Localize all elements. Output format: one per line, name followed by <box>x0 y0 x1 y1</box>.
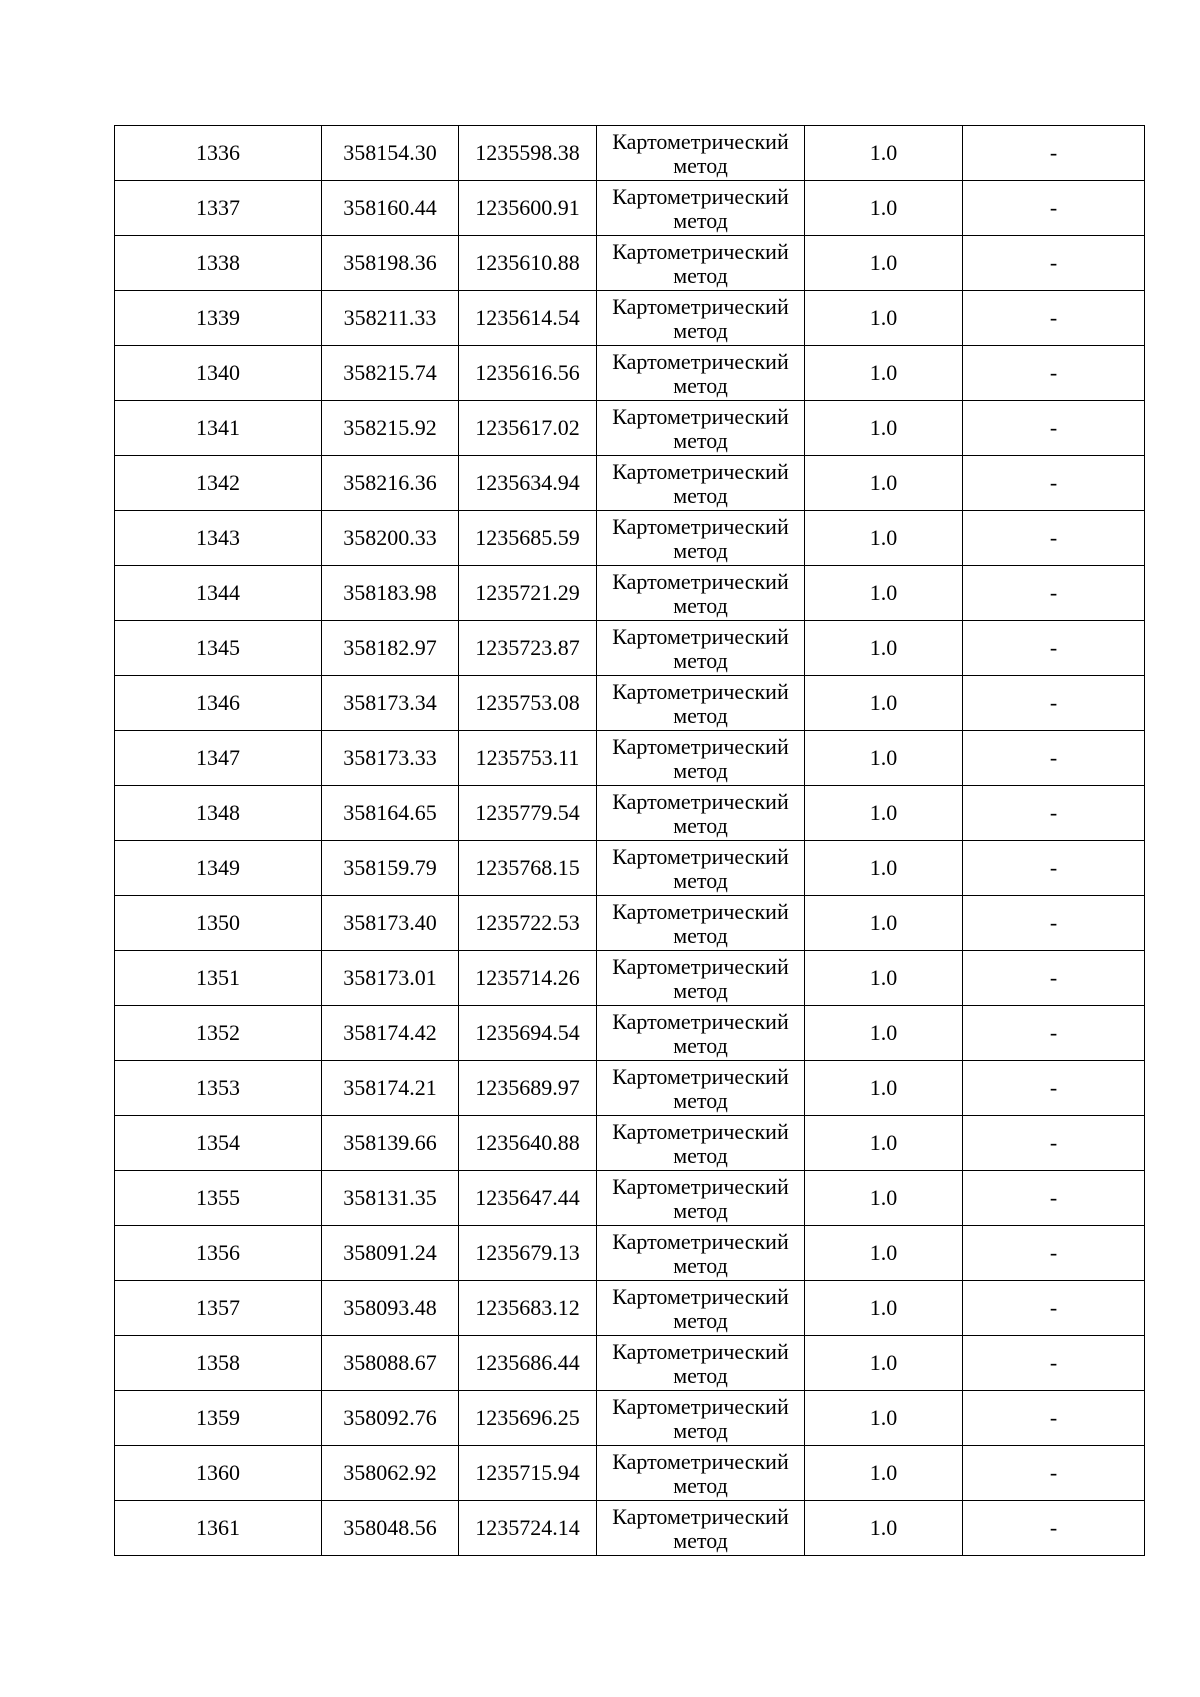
method-line-1: Картометрический <box>612 1173 789 1199</box>
x-coordinate-cell: 358200.33 <box>322 511 459 566</box>
method-line-2: метод <box>673 207 728 233</box>
accuracy-cell: 1.0 <box>805 1116 963 1171</box>
x-coordinate-cell: 358139.66 <box>322 1116 459 1171</box>
method-cell <box>597 1171 805 1226</box>
accuracy-cell: 1.0 <box>805 181 963 236</box>
method-line-1: Картометрический <box>612 1008 789 1034</box>
x-coordinate-cell: 358093.48 <box>322 1281 459 1336</box>
method-line-2: метод <box>673 427 728 453</box>
accuracy-cell: 1.0 <box>805 1446 963 1501</box>
method-cell <box>597 1281 805 1336</box>
accuracy-cell: 1.0 <box>805 566 963 621</box>
method-cell <box>597 731 805 786</box>
method-line-2: метод <box>673 317 728 343</box>
x-coordinate-cell: 358216.36 <box>322 456 459 511</box>
description-cell: - <box>963 1501 1145 1556</box>
point-number-cell: 1342 <box>115 456 322 511</box>
point-number-cell: 1360 <box>115 1446 322 1501</box>
method-line-1: Картометрический <box>612 953 789 979</box>
method-line-1: Картометрический <box>612 678 789 704</box>
table-row <box>115 676 1145 731</box>
table-row <box>115 1391 1145 1446</box>
point-number-cell: 1347 <box>115 731 322 786</box>
method-cell <box>597 456 805 511</box>
x-coordinate-cell: 358131.35 <box>322 1171 459 1226</box>
description-cell: - <box>963 1446 1145 1501</box>
method-line-1: Картометрический <box>612 1338 789 1364</box>
accuracy-cell: 1.0 <box>805 291 963 346</box>
x-coordinate-cell: 358062.92 <box>322 1446 459 1501</box>
method-line-1: Картометрический <box>612 788 789 814</box>
table-row <box>115 236 1145 291</box>
method-cell <box>597 786 805 841</box>
method-line-1: Картометрический <box>612 733 789 759</box>
point-number-cell: 1340 <box>115 346 322 401</box>
table-row <box>115 291 1145 346</box>
y-coordinate-cell: 1235694.54 <box>459 1006 597 1061</box>
method-cell <box>597 346 805 401</box>
method-cell <box>597 1116 805 1171</box>
x-coordinate-cell: 358183.98 <box>322 566 459 621</box>
method-line-2: метод <box>673 1417 728 1443</box>
x-coordinate-cell: 358215.92 <box>322 401 459 456</box>
method-cell <box>597 401 805 456</box>
description-cell: - <box>963 731 1145 786</box>
method-line-1: Картометрический <box>612 183 789 209</box>
table-row <box>115 621 1145 676</box>
description-cell: - <box>963 841 1145 896</box>
description-cell: - <box>963 346 1145 401</box>
table-row <box>115 951 1145 1006</box>
point-number-cell: 1358 <box>115 1336 322 1391</box>
x-coordinate-cell: 358154.30 <box>322 126 459 181</box>
method-cell <box>597 511 805 566</box>
accuracy-cell: 1.0 <box>805 621 963 676</box>
description-cell: - <box>963 1281 1145 1336</box>
y-coordinate-cell: 1235696.25 <box>459 1391 597 1446</box>
y-coordinate-cell: 1235617.02 <box>459 401 597 456</box>
description-cell: - <box>963 511 1145 566</box>
description-cell: - <box>963 786 1145 841</box>
method-line-2: метод <box>673 702 728 728</box>
method-line-2: метод <box>673 1307 728 1333</box>
point-number-cell: 1343 <box>115 511 322 566</box>
accuracy-cell: 1.0 <box>805 951 963 1006</box>
method-line-1: Картометрический <box>612 128 789 154</box>
x-coordinate-cell: 358174.21 <box>322 1061 459 1116</box>
method-line-2: метод <box>673 1527 728 1553</box>
method-line-2: метод <box>673 922 728 948</box>
table-row <box>115 1006 1145 1061</box>
y-coordinate-cell: 1235724.14 <box>459 1501 597 1556</box>
method-cell <box>597 1446 805 1501</box>
method-cell <box>597 1336 805 1391</box>
method-line-2: метод <box>673 1472 728 1498</box>
x-coordinate-cell: 358182.97 <box>322 621 459 676</box>
table-row <box>115 1446 1145 1501</box>
accuracy-cell: 1.0 <box>805 456 963 511</box>
table-row <box>115 1336 1145 1391</box>
method-line-1: Картометрический <box>612 293 789 319</box>
y-coordinate-cell: 1235779.54 <box>459 786 597 841</box>
method-line-1: Картометрический <box>612 1448 789 1474</box>
method-line-1: Картометрический <box>612 1503 789 1529</box>
y-coordinate-cell: 1235753.11 <box>459 731 597 786</box>
method-cell <box>597 621 805 676</box>
y-coordinate-cell: 1235714.26 <box>459 951 597 1006</box>
method-line-2: метод <box>673 1252 728 1278</box>
method-cell <box>597 236 805 291</box>
accuracy-cell: 1.0 <box>805 676 963 731</box>
point-number-cell: 1361 <box>115 1501 322 1556</box>
accuracy-cell: 1.0 <box>805 841 963 896</box>
method-line-2: метод <box>673 867 728 893</box>
y-coordinate-cell: 1235610.88 <box>459 236 597 291</box>
table-row <box>115 1116 1145 1171</box>
description-cell: - <box>963 1226 1145 1281</box>
x-coordinate-cell: 358159.79 <box>322 841 459 896</box>
table-row <box>115 786 1145 841</box>
method-line-2: метод <box>673 372 728 398</box>
description-cell: - <box>963 401 1145 456</box>
accuracy-cell: 1.0 <box>805 1171 963 1226</box>
x-coordinate-cell: 358173.40 <box>322 896 459 951</box>
y-coordinate-cell: 1235640.88 <box>459 1116 597 1171</box>
point-number-cell: 1352 <box>115 1006 322 1061</box>
point-number-cell: 1336 <box>115 126 322 181</box>
point-number-cell: 1359 <box>115 1391 322 1446</box>
method-cell <box>597 676 805 731</box>
accuracy-cell: 1.0 <box>805 1006 963 1061</box>
method-cell <box>597 1226 805 1281</box>
x-coordinate-cell: 358211.33 <box>322 291 459 346</box>
method-cell <box>597 126 805 181</box>
point-number-cell: 1357 <box>115 1281 322 1336</box>
method-line-1: Картометрический <box>612 843 789 869</box>
accuracy-cell: 1.0 <box>805 731 963 786</box>
method-line-1: Картометрический <box>612 403 789 429</box>
point-number-cell: 1350 <box>115 896 322 951</box>
description-cell: - <box>963 566 1145 621</box>
accuracy-cell: 1.0 <box>805 1061 963 1116</box>
accuracy-cell: 1.0 <box>805 346 963 401</box>
table-row <box>115 896 1145 951</box>
method-cell <box>597 1391 805 1446</box>
method-line-1: Картометрический <box>612 568 789 594</box>
point-number-cell: 1345 <box>115 621 322 676</box>
x-coordinate-cell: 358173.33 <box>322 731 459 786</box>
description-cell: - <box>963 676 1145 731</box>
point-number-cell: 1338 <box>115 236 322 291</box>
method-cell <box>597 896 805 951</box>
description-cell: - <box>963 1006 1145 1061</box>
x-coordinate-cell: 358160.44 <box>322 181 459 236</box>
y-coordinate-cell: 1235634.94 <box>459 456 597 511</box>
method-line-1: Картометрический <box>612 238 789 264</box>
point-number-cell: 1351 <box>115 951 322 1006</box>
y-coordinate-cell: 1235598.38 <box>459 126 597 181</box>
method-line-1: Картометрический <box>612 1063 789 1089</box>
x-coordinate-cell: 358198.36 <box>322 236 459 291</box>
table-row <box>115 566 1145 621</box>
description-cell: - <box>963 456 1145 511</box>
y-coordinate-cell: 1235722.53 <box>459 896 597 951</box>
y-coordinate-cell: 1235721.29 <box>459 566 597 621</box>
accuracy-cell: 1.0 <box>805 896 963 951</box>
method-line-1: Картометрический <box>612 513 789 539</box>
coordinates-table-body <box>115 126 1145 1556</box>
method-line-1: Картометрический <box>612 1228 789 1254</box>
method-cell <box>597 566 805 621</box>
accuracy-cell: 1.0 <box>805 511 963 566</box>
accuracy-cell: 1.0 <box>805 126 963 181</box>
point-number-cell: 1349 <box>115 841 322 896</box>
method-cell <box>597 1006 805 1061</box>
coordinates-table <box>114 125 1145 1556</box>
table-row <box>115 1226 1145 1281</box>
x-coordinate-cell: 358088.67 <box>322 1336 459 1391</box>
method-line-1: Картометрический <box>612 623 789 649</box>
accuracy-cell: 1.0 <box>805 236 963 291</box>
description-cell: - <box>963 126 1145 181</box>
point-number-cell: 1337 <box>115 181 322 236</box>
method-line-2: метод <box>673 1142 728 1168</box>
description-cell: - <box>963 951 1145 1006</box>
y-coordinate-cell: 1235600.91 <box>459 181 597 236</box>
description-cell: - <box>963 621 1145 676</box>
x-coordinate-cell: 358173.01 <box>322 951 459 1006</box>
method-cell <box>597 291 805 346</box>
method-line-1: Картометрический <box>612 348 789 374</box>
method-line-2: метод <box>673 1032 728 1058</box>
x-coordinate-cell: 358215.74 <box>322 346 459 401</box>
accuracy-cell: 1.0 <box>805 1391 963 1446</box>
point-number-cell: 1346 <box>115 676 322 731</box>
table-row <box>115 1061 1145 1116</box>
method-line-2: метод <box>673 1087 728 1113</box>
description-cell: - <box>963 1116 1145 1171</box>
method-line-2: метод <box>673 262 728 288</box>
method-line-2: метод <box>673 592 728 618</box>
table-row <box>115 181 1145 236</box>
y-coordinate-cell: 1235679.13 <box>459 1226 597 1281</box>
table-row <box>115 511 1145 566</box>
description-cell: - <box>963 181 1145 236</box>
method-cell <box>597 1501 805 1556</box>
y-coordinate-cell: 1235768.15 <box>459 841 597 896</box>
point-number-cell: 1348 <box>115 786 322 841</box>
description-cell: - <box>963 291 1145 346</box>
accuracy-cell: 1.0 <box>805 1501 963 1556</box>
y-coordinate-cell: 1235647.44 <box>459 1171 597 1226</box>
x-coordinate-cell: 358048.56 <box>322 1501 459 1556</box>
accuracy-cell: 1.0 <box>805 1226 963 1281</box>
y-coordinate-cell: 1235685.59 <box>459 511 597 566</box>
method-line-2: метод <box>673 977 728 1003</box>
method-line-2: метод <box>673 537 728 563</box>
y-coordinate-cell: 1235686.44 <box>459 1336 597 1391</box>
point-number-cell: 1354 <box>115 1116 322 1171</box>
table-row <box>115 841 1145 896</box>
x-coordinate-cell: 358092.76 <box>322 1391 459 1446</box>
description-cell: - <box>963 1336 1145 1391</box>
method-cell <box>597 951 805 1006</box>
method-line-1: Картометрический <box>612 898 789 924</box>
y-coordinate-cell: 1235723.87 <box>459 621 597 676</box>
table-row <box>115 731 1145 786</box>
table-row <box>115 1501 1145 1556</box>
y-coordinate-cell: 1235689.97 <box>459 1061 597 1116</box>
point-number-cell: 1344 <box>115 566 322 621</box>
method-line-2: метод <box>673 647 728 673</box>
y-coordinate-cell: 1235614.54 <box>459 291 597 346</box>
description-cell: - <box>963 896 1145 951</box>
accuracy-cell: 1.0 <box>805 786 963 841</box>
point-number-cell: 1353 <box>115 1061 322 1116</box>
table-row <box>115 126 1145 181</box>
accuracy-cell: 1.0 <box>805 1281 963 1336</box>
description-cell: - <box>963 1061 1145 1116</box>
y-coordinate-cell: 1235683.12 <box>459 1281 597 1336</box>
description-cell: - <box>963 236 1145 291</box>
method-line-1: Картометрический <box>612 1393 789 1419</box>
x-coordinate-cell: 358091.24 <box>322 1226 459 1281</box>
method-cell <box>597 841 805 896</box>
method-line-2: метод <box>673 482 728 508</box>
description-cell: - <box>963 1391 1145 1446</box>
point-number-cell: 1355 <box>115 1171 322 1226</box>
method-line-1: Картометрический <box>612 458 789 484</box>
description-cell: - <box>963 1171 1145 1226</box>
method-line-1: Картометрический <box>612 1283 789 1309</box>
point-number-cell: 1356 <box>115 1226 322 1281</box>
y-coordinate-cell: 1235616.56 <box>459 346 597 401</box>
point-number-cell: 1339 <box>115 291 322 346</box>
accuracy-cell: 1.0 <box>805 1336 963 1391</box>
method-cell <box>597 1061 805 1116</box>
accuracy-cell: 1.0 <box>805 401 963 456</box>
y-coordinate-cell: 1235715.94 <box>459 1446 597 1501</box>
point-number-cell: 1341 <box>115 401 322 456</box>
x-coordinate-cell: 358173.34 <box>322 676 459 731</box>
table-row <box>115 346 1145 401</box>
x-coordinate-cell: 358174.42 <box>322 1006 459 1061</box>
method-line-2: метод <box>673 812 728 838</box>
method-line-1: Картометрический <box>612 1118 789 1144</box>
method-cell <box>597 181 805 236</box>
table-row <box>115 1281 1145 1336</box>
method-line-2: метод <box>673 1197 728 1223</box>
x-coordinate-cell: 358164.65 <box>322 786 459 841</box>
table-row <box>115 456 1145 511</box>
y-coordinate-cell: 1235753.08 <box>459 676 597 731</box>
table-row <box>115 1171 1145 1226</box>
method-line-2: метод <box>673 1362 728 1388</box>
method-line-2: метод <box>673 757 728 783</box>
method-line-2: метод <box>673 152 728 178</box>
table-row <box>115 401 1145 456</box>
